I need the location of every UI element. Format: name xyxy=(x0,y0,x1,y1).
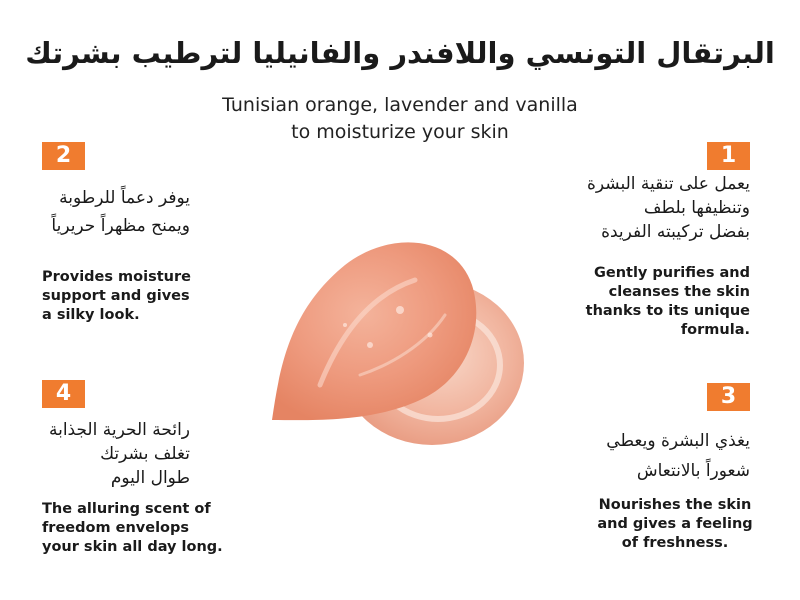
gel-bubble xyxy=(367,342,373,348)
feature-4-badge: 4 xyxy=(42,380,85,408)
page-title-english xyxy=(0,92,800,146)
feature-4-english-line: The alluring scent of xyxy=(42,501,211,517)
feature-3-english-line: of freshness. xyxy=(621,535,729,551)
feature-2-arabic-line: يوفر دعماً للرطوبة xyxy=(59,188,190,208)
feature-3-english-line: and gives a feeling xyxy=(597,516,753,532)
feature-4-arabic xyxy=(30,418,190,490)
feature-2-english-line: Provides moisture xyxy=(42,269,191,285)
feature-3-english xyxy=(590,496,760,553)
title-english-line: Tunisian orange, lavender and vanilla xyxy=(222,94,578,116)
title-english-line: to moisturize your skin xyxy=(291,121,509,143)
feature-1-english-line: cleanses the skin xyxy=(608,284,750,300)
feature-2-badge: 2 xyxy=(42,142,85,170)
feature-1-arabic xyxy=(560,172,750,244)
feature-1-badge: 1 xyxy=(707,142,750,170)
feature-2-arabic xyxy=(30,184,190,240)
feature-4-english xyxy=(42,500,223,557)
gel-bubble xyxy=(396,306,404,314)
feature-1-english-line: thanks to its unique xyxy=(585,303,750,319)
gel-bubble xyxy=(428,333,433,338)
feature-3-badge: 3 xyxy=(707,383,750,411)
feature-4-arabic-line: رائحة الحرية الجذابة xyxy=(48,420,190,440)
feature-4-english-line: freedom envelops xyxy=(42,520,190,536)
feature-1-english-line: Gently purifies and xyxy=(593,265,750,281)
feature-3-arabic xyxy=(560,426,750,486)
feature-4-english-line: your skin all day long. xyxy=(42,539,223,555)
feature-3-arabic-line: يغذي البشرة ويعطي xyxy=(606,431,750,451)
page-title-arabic: البرتقال التونسي واللافندر والفانيليا لترطيب بشرتك xyxy=(25,36,775,70)
feature-3-english-line: Nourishes the skin xyxy=(598,497,752,513)
feature-4-arabic-line: طوال اليوم xyxy=(110,468,190,488)
feature-4-arabic-line: تغلف بشرتك xyxy=(100,444,190,464)
feature-2-english xyxy=(42,268,191,325)
gel-bubble xyxy=(343,323,347,327)
feature-2-arabic-line: ويمنح مظهراً حريرياً xyxy=(51,216,190,236)
feature-1-english xyxy=(580,264,750,340)
gel-swatch-icon xyxy=(250,215,540,460)
feature-2-english-line: a silky look. xyxy=(42,307,140,323)
feature-2-english-line: support and gives xyxy=(42,288,190,304)
feature-1-arabic-line: بفضل تركيبته الفريدة xyxy=(601,222,750,242)
feature-1-arabic-line: يعمل على تنقية البشرة xyxy=(587,174,750,194)
feature-1-english-line: formula. xyxy=(680,322,750,338)
feature-3-arabic-line: شعوراً بالانتعاش xyxy=(636,461,750,481)
feature-1-arabic-line: وتنظيفها بلطف xyxy=(643,198,750,218)
